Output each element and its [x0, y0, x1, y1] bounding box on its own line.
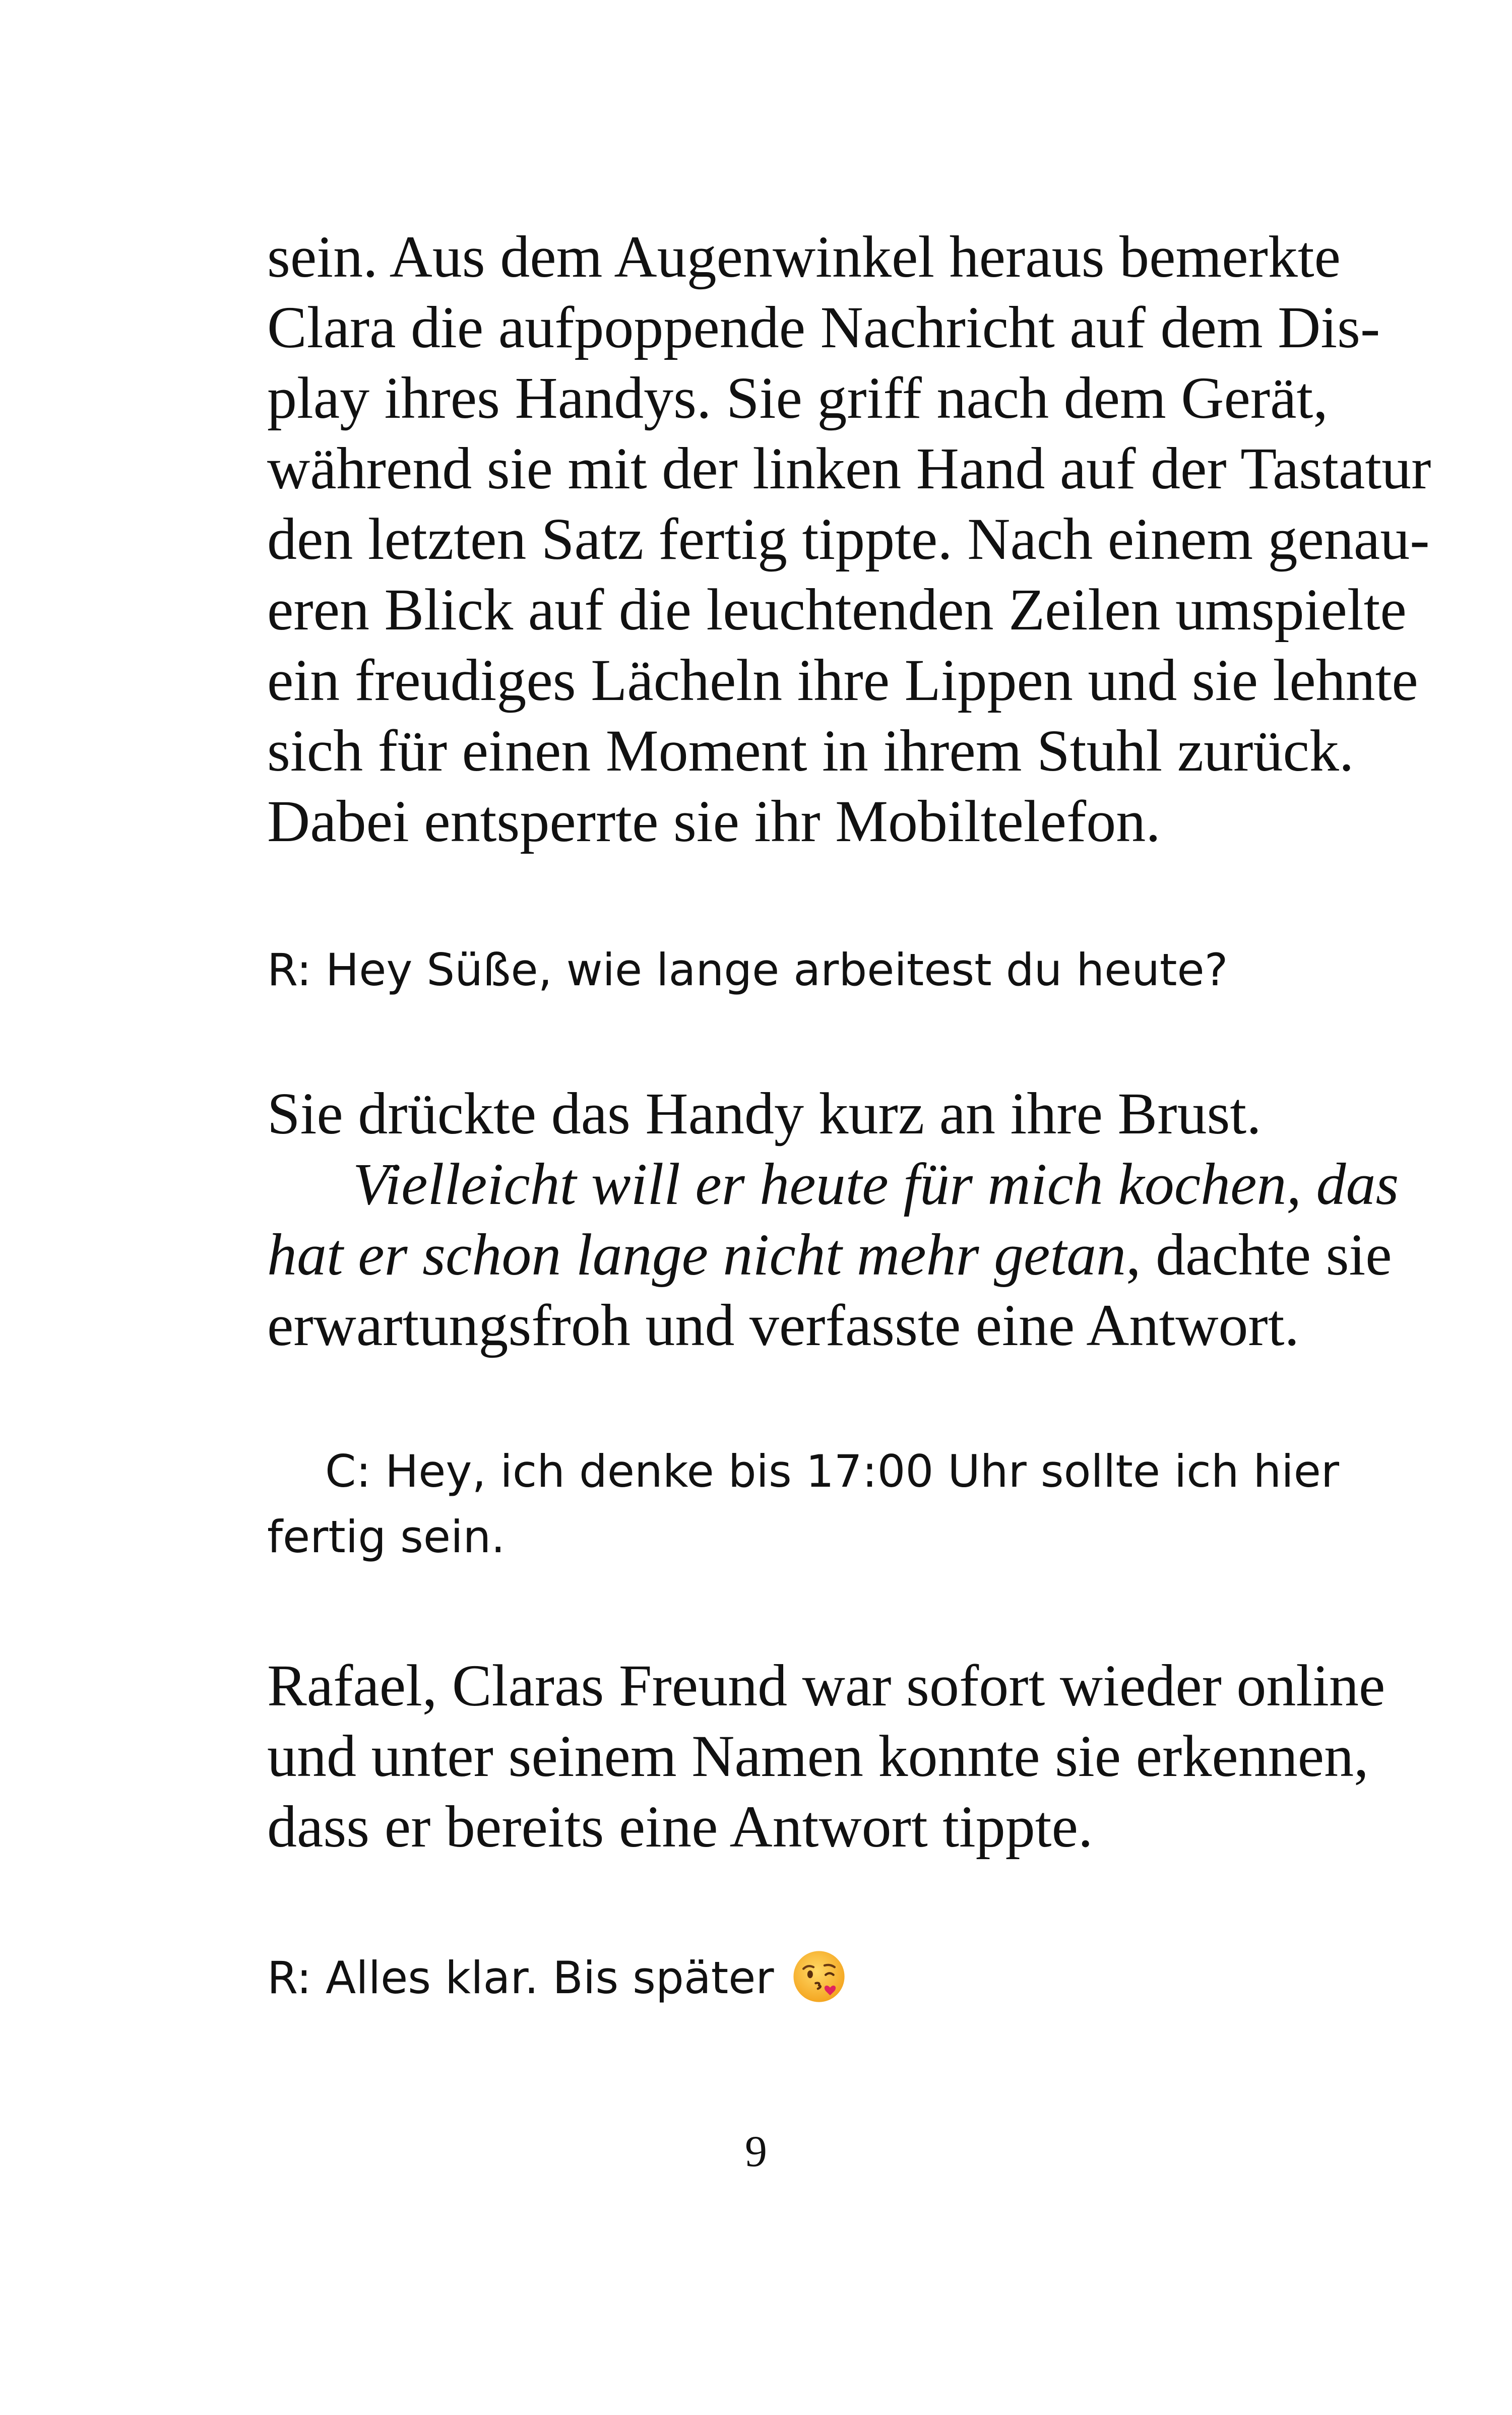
text-line: Rafael, Claras Freund war sofort wieder online	[267, 1653, 1385, 1719]
paragraph-rafael-online	[267, 1650, 1385, 1862]
text-line: Dabei entsperrte sie ihr Mobiltelefon.	[267, 788, 1161, 854]
face-throwing-a-kiss-icon	[791, 1949, 847, 2004]
text-line: ein freudiges Lächeln ihre Lippen und sie lehnte	[267, 647, 1418, 713]
chat-message-clara-reply	[267, 1439, 1340, 1570]
chat-message-rafael-goodbye	[267, 1945, 1310, 2011]
narration-text: , dachte sie	[1126, 1222, 1392, 1288]
thought-text: hat er schon lange nicht mehr getan	[267, 1222, 1126, 1288]
chat-line: fertig sein.	[267, 1511, 506, 1563]
page-number: 9	[745, 2127, 767, 2176]
text-line: und unter seinem Namen konnte sie erkennen,	[267, 1723, 1369, 1789]
text-line: erwartungsfroh und verfasste eine Antwort.	[267, 1292, 1300, 1358]
chat-line: C: Hey, ich denke bis 17:00 Uhr sollte ich hier	[325, 1445, 1340, 1497]
chat-line: R: Alles klar. Bis später	[267, 1952, 774, 2004]
text-line: Sie drückte das Handy kurz an ihre Brust.	[267, 1081, 1262, 1147]
thought-line	[267, 1220, 1392, 1290]
text-line: dass er bereits eine Antwort tippte.	[267, 1794, 1093, 1860]
thought-text: Vielleicht will er heute für mich kochen, das	[353, 1151, 1399, 1217]
paragraph-opening	[267, 222, 1431, 857]
text-line: Clara die aufpoppende Nachricht auf dem Dis-	[267, 294, 1380, 360]
paragraph-reaction	[267, 1078, 1399, 1361]
text-line: den letzten Satz fertig tippte. Nach einem genau-	[267, 506, 1430, 572]
chat-message-rafael-question: R: Hey Süße, wie lange arbeitest du heute?	[267, 944, 1228, 996]
text-line: sich für einen Moment in ihrem Stuhl zurück.	[267, 718, 1354, 784]
thought-line	[267, 1149, 1399, 1220]
text-line: sein. Aus dem Augenwinkel heraus bemerkte	[267, 224, 1341, 290]
text-line: während sie mit der linken Hand auf der Tastatur	[267, 435, 1431, 501]
text-line: eren Blick auf die leuchtenden Zeilen umspielte	[267, 577, 1407, 643]
text-line: play ihres Handys. Sie griff nach dem Gerät,	[267, 365, 1328, 431]
